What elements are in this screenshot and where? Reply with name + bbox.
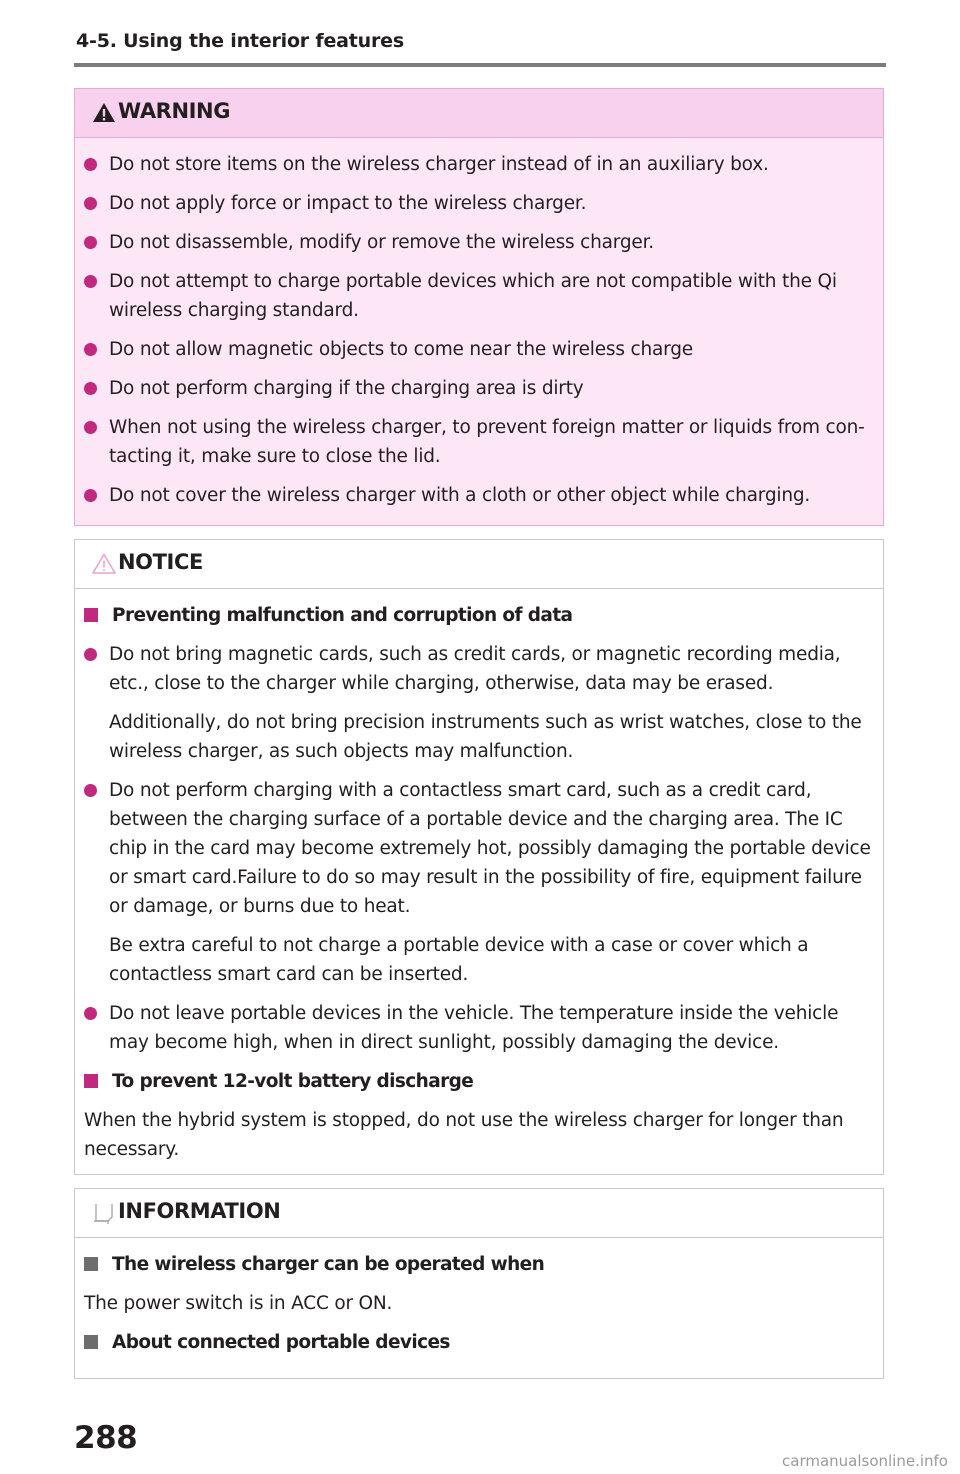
- notice-subheading: Preventing malfunction and corruption of data: [84, 601, 871, 630]
- information-subheading: The wireless charger can be operated when: [84, 1250, 871, 1279]
- information-box: [74, 1188, 884, 1379]
- information-body: [75, 1238, 883, 1357]
- warning-item: Do not disassemble, modify or remove the wireless charger.: [84, 228, 871, 257]
- notice-title-bar: [75, 540, 883, 589]
- notice-paragraph: Be extra careful to not charge a portable device with a case or cover which a contactless smart card can be inserted.: [109, 935, 809, 985]
- notice-paragraph: When the hybrid system is stopped, do not use the wireless charger for longer than necessary.: [84, 1110, 844, 1160]
- warning-item: When not using the wireless charger, to prevent foreign matter or liquids from con-tacting it, make sure to close the lid.: [84, 413, 871, 471]
- information-title: INFORMATION: [118, 1199, 281, 1223]
- header-rule: [74, 63, 886, 67]
- notice-body: [75, 589, 883, 1164]
- notice-item: Do not perform charging with a contactless smart card, such as a credit card, between the charging surface of a portable device and the charging area. The IC chip in the card may become extremely hot, possibly damaging the portable device or smart card.Failure to do so may result in the possibility of fire, equipment failure or damage, or burns due to heat.: [84, 776, 871, 921]
- notice-paragraph: Additionally, do not bring precision instruments such as wrist watches, close to the wireless charger, as such objects may malfunction.: [109, 712, 862, 762]
- information-paragraph: The power switch is in ACC or ON.: [84, 1293, 393, 1314]
- warning-triangle-icon: [91, 101, 117, 125]
- warning-item: Do not apply force or impact to the wireless charger.: [84, 189, 871, 218]
- warning-body: [75, 138, 883, 510]
- information-note-icon: [91, 1201, 117, 1225]
- warning-item: Do not allow magnetic objects to come near the wireless charge: [84, 335, 871, 364]
- watermark: carmanualsonline.info: [782, 1452, 948, 1470]
- warning-title-bar: [75, 89, 883, 138]
- warning-item: Do not attempt to charge portable devices which are not compatible with the Qi wireless charging standard.: [84, 267, 871, 325]
- notice-box: [74, 539, 884, 1175]
- information-subheading: About connected portable devices: [84, 1328, 871, 1357]
- warning-item: Do not store items on the wireless charger instead of in an auxiliary box.: [84, 150, 871, 179]
- notice-item: Do not leave portable devices in the vehicle. The temperature inside the vehicle may become high, when in direct sunlight, possibly damaging the device.: [84, 999, 871, 1057]
- page-number: 288: [74, 1420, 138, 1456]
- notice-subheading: To prevent 12-volt battery discharge: [84, 1067, 871, 1096]
- warning-item: Do not cover the wireless charger with a cloth or other object while charging.: [84, 481, 871, 510]
- notice-title: NOTICE: [118, 550, 203, 574]
- warning-title: WARNING: [118, 99, 231, 123]
- section-header: 4-5. Using the interior features: [76, 30, 404, 52]
- information-title-bar: [75, 1189, 883, 1238]
- warning-box: [74, 88, 884, 526]
- notice-item: Do not bring magnetic cards, such as credit cards, or magnetic recording media, etc., close to the charger while charging, otherwise, data may be erased.: [84, 640, 871, 698]
- warning-item: Do not perform charging if the charging area is dirty: [84, 374, 871, 403]
- notice-triangle-icon: [91, 552, 117, 576]
